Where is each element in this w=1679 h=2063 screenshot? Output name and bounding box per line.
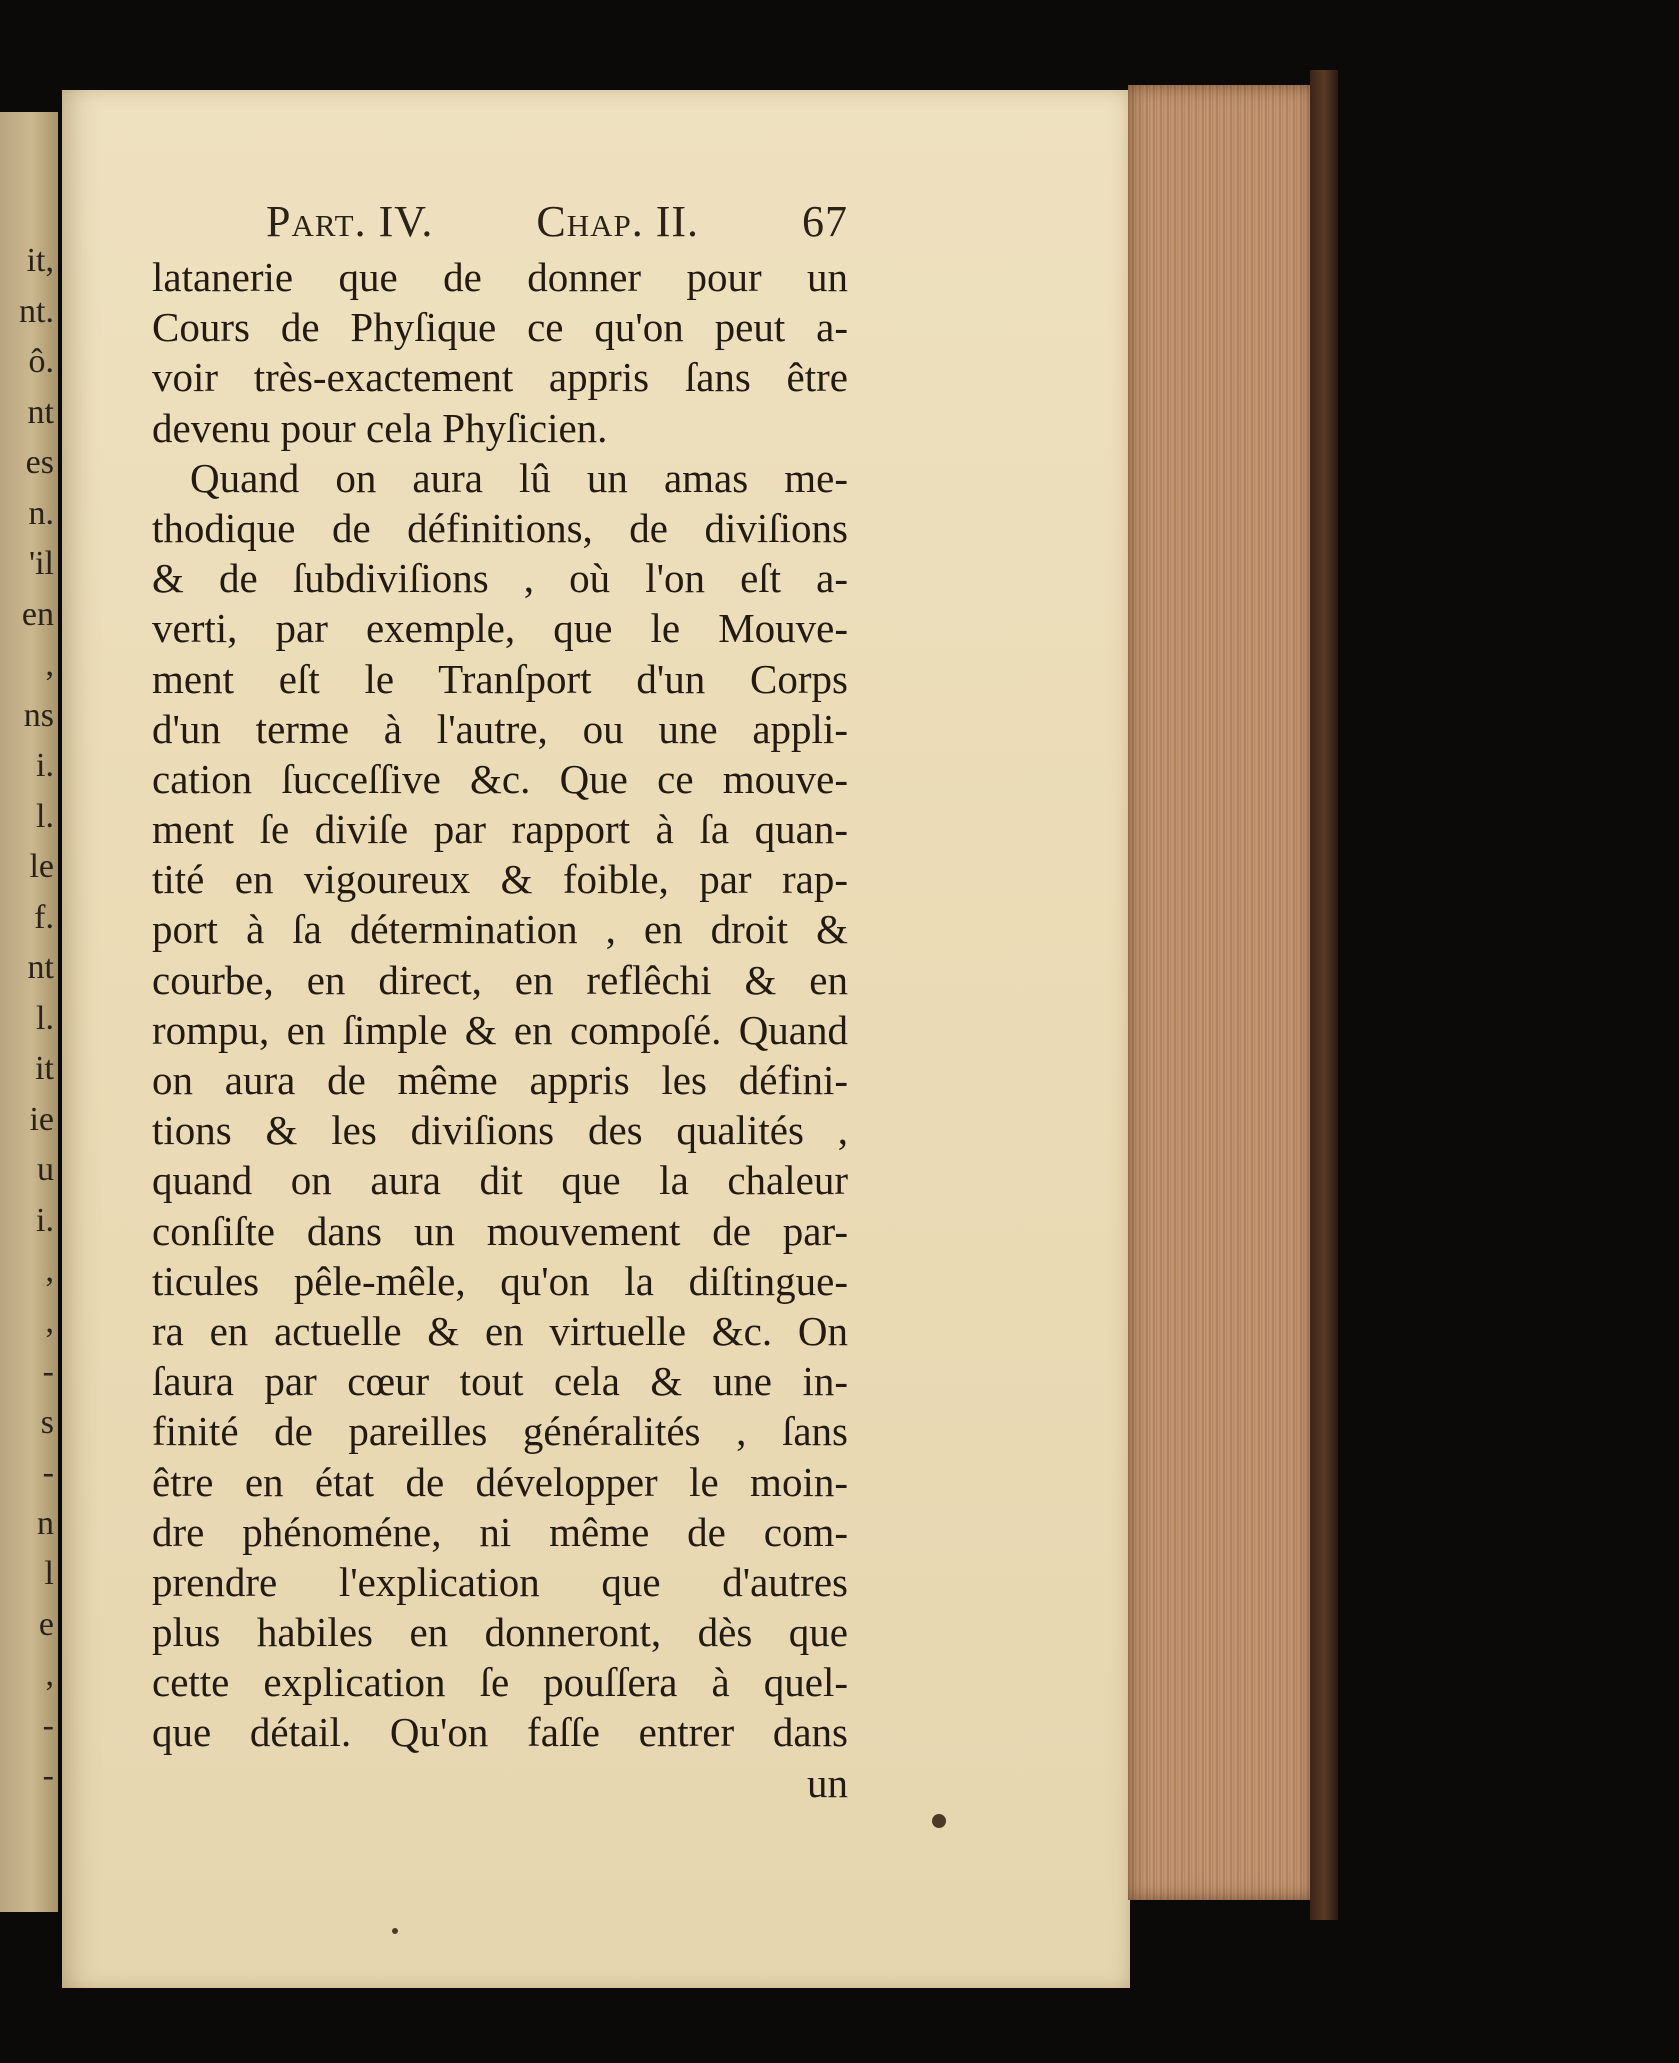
- left-page-fragment: it,: [26, 242, 54, 279]
- text-line: tions & les diviſions des qualités ,: [152, 1107, 848, 1154]
- catchword: un: [807, 1759, 848, 1806]
- left-page-fragment: l.: [36, 797, 54, 835]
- left-page-fragment: nt: [27, 393, 54, 431]
- text-line: cation ſucceſſive &c. Que ce mouve-: [152, 755, 848, 802]
- left-page-fragment: nt.: [19, 292, 54, 330]
- left-page-fragment: nt: [27, 949, 54, 986]
- text-line: ment eſt le Tranſport d'un Corps: [152, 655, 848, 702]
- left-page-fragment: ,: [45, 1252, 54, 1289]
- text-line: finité de pareilles généralités , ſans: [152, 1408, 848, 1455]
- text-line: devenu pour cela Phyſicien.: [152, 404, 608, 451]
- left-page-fragment: es: [25, 444, 54, 481]
- left-page-fragment: l.: [36, 999, 54, 1037]
- left-page-fragment: i.: [36, 1201, 54, 1239]
- left-page-fragment: i.: [36, 747, 54, 784]
- left-page-fragment: ns: [23, 696, 54, 734]
- left-page-fragment: l: [44, 1555, 54, 1592]
- left-page-fragment: -: [42, 1757, 54, 1794]
- text-line: cette explication ſe pouſſera à quel-: [152, 1659, 848, 1706]
- ink-speck: [392, 1928, 398, 1934]
- text-line: voir très-exactement appris ſans être: [152, 354, 848, 401]
- text-line: latanerie que de donner pour un: [152, 254, 848, 300]
- left-page-fragment: ô.: [28, 343, 54, 380]
- left-page-fragment: le: [29, 848, 54, 885]
- left-page-fragment: n: [37, 1504, 54, 1542]
- text-line: être en état de développer le moin-: [152, 1458, 848, 1505]
- left-page-fragment: u: [37, 1151, 54, 1188]
- text-line: courbe, en direct, en reflêchi & en: [152, 956, 848, 1003]
- left-page-fragment: en: [21, 595, 54, 633]
- left-page-fragment: ie: [29, 1100, 54, 1138]
- text-line: ra en actuelle & en virtuelle &c. On: [152, 1307, 848, 1354]
- text-line: & de ſubdiviſions , où l'on eſt a-: [152, 555, 848, 602]
- text-line: Quand on aura lû un amas me-: [190, 454, 848, 501]
- text-line: conſiſte dans un mouvement de par-: [152, 1207, 848, 1254]
- left-page-fragment: n.: [28, 494, 54, 532]
- left-page-fragment: 'il: [28, 545, 54, 582]
- text-line: Cours de Phyſique ce qu'on peut a-: [152, 304, 848, 351]
- text-line: que détail. Qu'on faſſe entrer dans: [152, 1709, 848, 1756]
- text-line: tité en vigoureux & foible, par rap-: [152, 856, 848, 903]
- left-page-fragment: ,: [45, 1656, 54, 1693]
- ink-speck: [932, 1814, 946, 1828]
- left-page-fragment: ,: [45, 1302, 54, 1340]
- text-line: on aura de même appris les défini-: [152, 1057, 848, 1103]
- text-line: ticules pêle-mêle, qu'on la diſtingue-: [152, 1257, 848, 1304]
- left-page-fragment: e: [38, 1605, 54, 1643]
- running-head-chapter: Chap. II.: [536, 197, 700, 246]
- text-line: port à ſa détermination , en droit &: [152, 906, 848, 953]
- text-line: verti, par exemple, que le Mouve-: [152, 605, 848, 652]
- left-page-fragment: s: [40, 1403, 54, 1441]
- running-head: [266, 196, 848, 252]
- page-number: 67: [801, 197, 848, 246]
- cover-edge: [1310, 70, 1338, 1920]
- text-line: d'un terme à l'autre, ou une appli-: [152, 705, 848, 752]
- text-line: dre phénoméne, ni même de com-: [152, 1508, 848, 1555]
- left-page-fragment: ,: [45, 646, 54, 683]
- left-page-fragment: -: [42, 1353, 54, 1390]
- text-line: rompu, en ſimple & en compoſé. Quand: [152, 1006, 848, 1053]
- page-block-edge: [1128, 85, 1314, 1900]
- left-page-fragment: -: [42, 1706, 54, 1744]
- text-line: thodique de définitions, de diviſions: [152, 504, 848, 551]
- left-page-fragment: -: [42, 1454, 54, 1491]
- body-text: [152, 252, 848, 1808]
- running-head-part: Part. IV.: [266, 197, 434, 246]
- text-line: plus habiles en donneront, dès que: [152, 1609, 848, 1656]
- text-line: prendre l'explication que d'autres: [152, 1558, 848, 1605]
- left-page-fragment: f.: [34, 898, 54, 936]
- text-line: quand on aura dit que la chaleur: [152, 1157, 848, 1204]
- text-line: ment ſe diviſe par rapport à ſa quan-: [152, 806, 848, 853]
- text-line: ſaura par cœur tout cela & une in-: [152, 1358, 848, 1405]
- left-page-fragments: [0, 236, 58, 1802]
- left-page-fragment: it: [35, 1050, 54, 1087]
